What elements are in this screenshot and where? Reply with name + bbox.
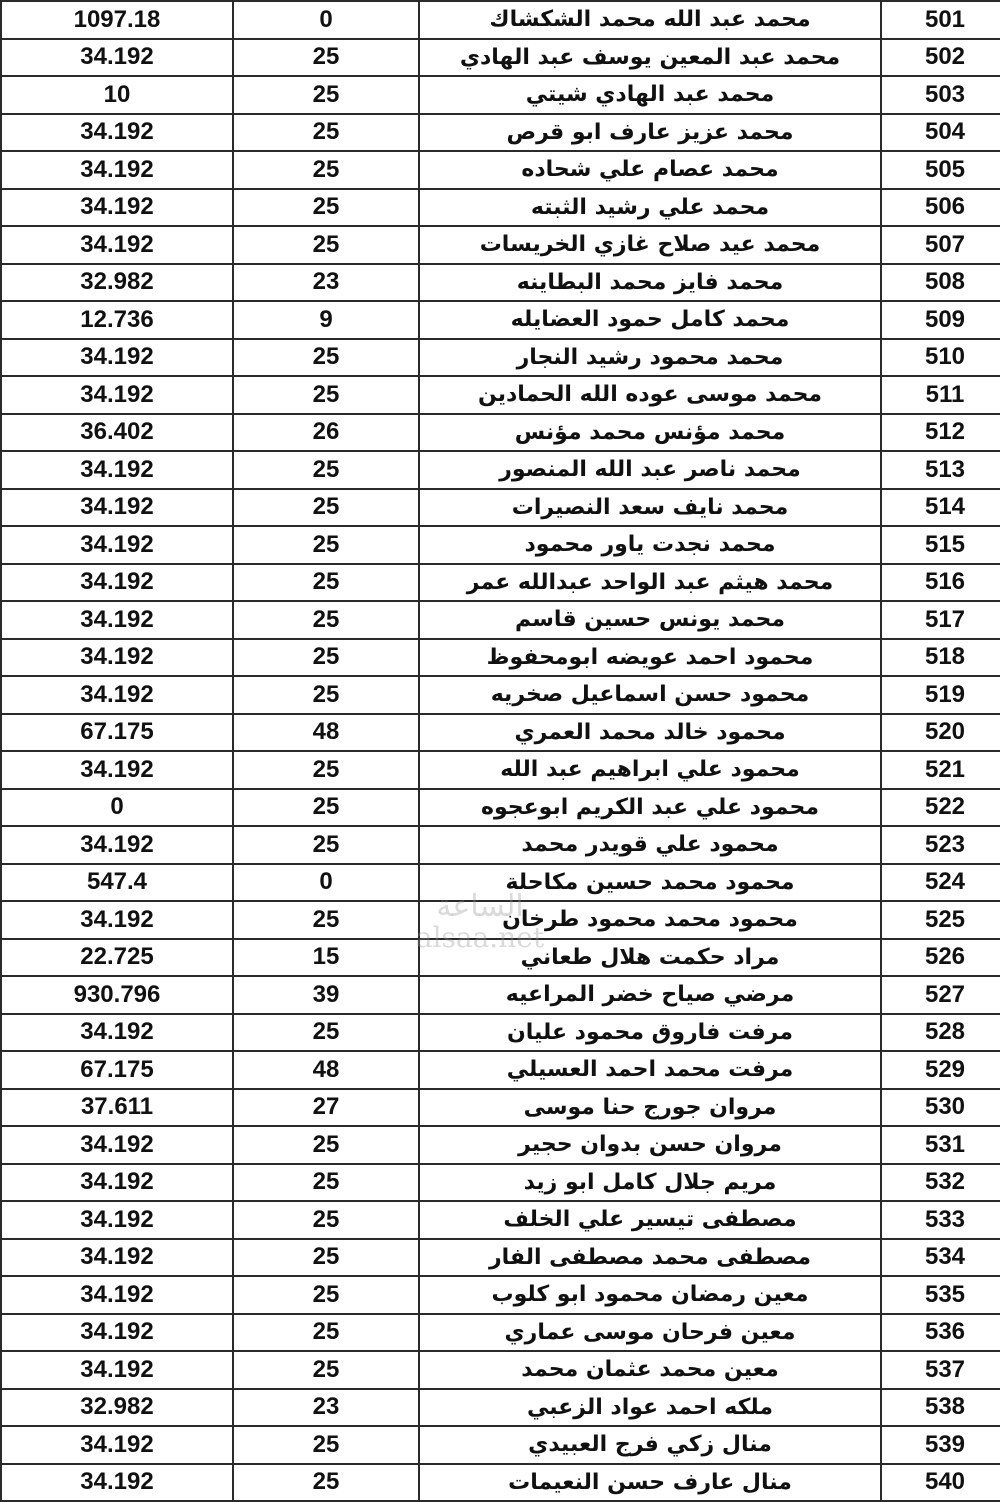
table-row — [1, 226, 1000, 264]
name-cell: منال عارف حسن النعيمات — [419, 1464, 881, 1502]
days-cell: 25 — [233, 189, 419, 227]
row-number-cell: 508 — [881, 264, 1000, 302]
amount-cell: 34.192 — [1, 1126, 233, 1164]
name-cell: مصطفى تيسير علي الخلف — [419, 1201, 881, 1239]
table-row — [1, 451, 1000, 489]
days-cell: 25 — [233, 639, 419, 677]
name-cell: محمود محمد حسين مكاحلة — [419, 864, 881, 902]
days-cell: 25 — [233, 114, 419, 152]
amount-cell: 34.192 — [1, 1014, 233, 1052]
row-number-cell: 509 — [881, 301, 1000, 339]
name-cell: منال زكي فرج العبيدي — [419, 1426, 881, 1464]
days-cell: 25 — [233, 751, 419, 789]
days-cell: 25 — [233, 789, 419, 827]
name-cell: محمد عزيز عارف ابو قرص — [419, 114, 881, 152]
name-cell: معين رمضان محمود ابو كلوب — [419, 1276, 881, 1314]
days-cell: 15 — [233, 939, 419, 977]
name-cell: محمد هيثم عبد الواحد عبدالله عمر — [419, 564, 881, 602]
amount-cell: 34.192 — [1, 676, 233, 714]
amount-cell: 67.175 — [1, 714, 233, 752]
table-row — [1, 1389, 1000, 1427]
table-row — [1, 1014, 1000, 1052]
row-number-cell: 504 — [881, 114, 1000, 152]
row-number-cell: 516 — [881, 564, 1000, 602]
name-cell: محمد يونس حسين قاسم — [419, 601, 881, 639]
amount-cell: 34.192 — [1, 1351, 233, 1389]
amount-cell: 34.192 — [1, 1201, 233, 1239]
row-number-cell: 534 — [881, 1239, 1000, 1277]
amount-cell: 34.192 — [1, 489, 233, 527]
table-row — [1, 1089, 1000, 1127]
amount-cell: 34.192 — [1, 151, 233, 189]
amount-cell: 34.192 — [1, 1464, 233, 1502]
row-number-cell: 523 — [881, 826, 1000, 864]
name-cell: معين محمد عثمان محمد — [419, 1351, 881, 1389]
row-number-cell: 522 — [881, 789, 1000, 827]
amount-cell: 34.192 — [1, 226, 233, 264]
amount-cell: 37.611 — [1, 1089, 233, 1127]
amount-cell: 34.192 — [1, 1276, 233, 1314]
row-number-cell: 539 — [881, 1426, 1000, 1464]
name-cell: مرفت محمد احمد العسيلي — [419, 1051, 881, 1089]
row-number-cell: 505 — [881, 151, 1000, 189]
amount-cell: 34.192 — [1, 339, 233, 377]
name-cell: محمود علي قويدر محمد — [419, 826, 881, 864]
table-row — [1, 1126, 1000, 1164]
name-cell: محمد مؤنس محمد مؤنس — [419, 414, 881, 452]
row-number-cell: 540 — [881, 1464, 1000, 1502]
row-number-cell: 524 — [881, 864, 1000, 902]
row-number-cell: 537 — [881, 1351, 1000, 1389]
name-cell: محمد عبد المعين يوسف عبد الهادي — [419, 39, 881, 77]
amount-cell: 34.192 — [1, 1426, 233, 1464]
table-row — [1, 1201, 1000, 1239]
name-cell: مريم جلال كامل ابو زيد — [419, 1164, 881, 1202]
table-row — [1, 976, 1000, 1014]
days-cell: 25 — [233, 1126, 419, 1164]
name-cell: محمد فايز محمد البطاينه — [419, 264, 881, 302]
days-cell: 48 — [233, 714, 419, 752]
amount-cell: 34.192 — [1, 564, 233, 602]
table-row — [1, 526, 1000, 564]
row-number-cell: 521 — [881, 751, 1000, 789]
table-row — [1, 339, 1000, 377]
table-row — [1, 789, 1000, 827]
days-cell: 48 — [233, 1051, 419, 1089]
table-row — [1, 489, 1000, 527]
name-cell: مرفت فاروق محمود عليان — [419, 1014, 881, 1052]
days-cell: 23 — [233, 1389, 419, 1427]
table-row — [1, 1051, 1000, 1089]
days-cell: 25 — [233, 39, 419, 77]
row-number-cell: 506 — [881, 189, 1000, 227]
days-cell: 25 — [233, 601, 419, 639]
days-cell: 25 — [233, 1239, 419, 1277]
table-row — [1, 264, 1000, 302]
amount-cell: 34.192 — [1, 451, 233, 489]
table-row — [1, 751, 1000, 789]
name-cell: معين فرحان موسى عماري — [419, 1314, 881, 1352]
amount-cell: 34.192 — [1, 526, 233, 564]
days-cell: 25 — [233, 1164, 419, 1202]
table-row — [1, 189, 1000, 227]
amount-cell: 32.982 — [1, 264, 233, 302]
name-cell: محمد نجدت ياور محمود — [419, 526, 881, 564]
table-row — [1, 1464, 1000, 1502]
row-number-cell: 511 — [881, 376, 1000, 414]
table-row — [1, 376, 1000, 414]
name-cell: مرضي صياح خضر المراعيه — [419, 976, 881, 1014]
row-number-cell: 510 — [881, 339, 1000, 377]
days-cell: 0 — [233, 1, 419, 39]
table-row — [1, 114, 1000, 152]
name-cell: محمد كامل حمود العضايله — [419, 301, 881, 339]
days-cell: 25 — [233, 489, 419, 527]
amount-cell: 930.796 — [1, 976, 233, 1014]
name-cell: محمد عبد الله محمد الشكشاك — [419, 1, 881, 39]
days-cell: 27 — [233, 1089, 419, 1127]
amount-cell: 547.4 — [1, 864, 233, 902]
amount-cell: 0 — [1, 789, 233, 827]
table-row — [1, 601, 1000, 639]
amount-cell: 34.192 — [1, 1239, 233, 1277]
days-cell: 25 — [233, 76, 419, 114]
name-cell: محمد عيد صلاح غازي الخريسات — [419, 226, 881, 264]
name-cell: محمد علي رشيد الثبته — [419, 189, 881, 227]
table-row — [1, 939, 1000, 977]
roster-table-body — [1, 1, 1000, 1501]
days-cell: 25 — [233, 339, 419, 377]
amount-cell: 12.736 — [1, 301, 233, 339]
row-number-cell: 514 — [881, 489, 1000, 527]
name-cell: مراد حكمت هلال طعاني — [419, 939, 881, 977]
name-cell: محمد نايف سعد النصيرات — [419, 489, 881, 527]
amount-cell: 34.192 — [1, 376, 233, 414]
table-row — [1, 864, 1000, 902]
row-number-cell: 531 — [881, 1126, 1000, 1164]
days-cell: 25 — [233, 151, 419, 189]
row-number-cell: 529 — [881, 1051, 1000, 1089]
name-cell: محمود خالد محمد العمري — [419, 714, 881, 752]
name-cell: محمد عصام علي شحاده — [419, 151, 881, 189]
amount-cell: 34.192 — [1, 751, 233, 789]
days-cell: 25 — [233, 1314, 419, 1352]
name-cell: محمد موسى عوده الله الحمادين — [419, 376, 881, 414]
days-cell: 25 — [233, 676, 419, 714]
days-cell: 25 — [233, 376, 419, 414]
row-number-cell: 538 — [881, 1389, 1000, 1427]
amount-cell: 34.192 — [1, 639, 233, 677]
amount-cell: 34.192 — [1, 1314, 233, 1352]
row-number-cell: 507 — [881, 226, 1000, 264]
row-number-cell: 528 — [881, 1014, 1000, 1052]
row-number-cell: 517 — [881, 601, 1000, 639]
row-number-cell: 530 — [881, 1089, 1000, 1127]
days-cell: 25 — [233, 1464, 419, 1502]
amount-cell: 34.192 — [1, 189, 233, 227]
table-row — [1, 714, 1000, 752]
days-cell: 25 — [233, 826, 419, 864]
table-row — [1, 1164, 1000, 1202]
table-row — [1, 676, 1000, 714]
name-cell: مروان حسن بدوان حجير — [419, 1126, 881, 1164]
row-number-cell: 501 — [881, 1, 1000, 39]
table-row — [1, 76, 1000, 114]
name-cell: مروان جورج حنا موسى — [419, 1089, 881, 1127]
table-row — [1, 1426, 1000, 1464]
row-number-cell: 532 — [881, 1164, 1000, 1202]
name-cell: محمود احمد عويضه ابومحفوظ — [419, 639, 881, 677]
watermark-arabic: الساعة — [436, 889, 524, 924]
row-number-cell: 513 — [881, 451, 1000, 489]
table-row — [1, 826, 1000, 864]
row-number-cell: 515 — [881, 526, 1000, 564]
row-number-cell: 520 — [881, 714, 1000, 752]
table-row — [1, 301, 1000, 339]
amount-cell: 34.192 — [1, 826, 233, 864]
watermark-latin: alsaa.net — [415, 921, 545, 954]
name-cell: محمد عبد الهادي شيتي — [419, 76, 881, 114]
days-cell: 25 — [233, 451, 419, 489]
table-row — [1, 414, 1000, 452]
table-row — [1, 1314, 1000, 1352]
amount-cell: 67.175 — [1, 1051, 233, 1089]
row-number-cell: 518 — [881, 639, 1000, 677]
name-cell: محمود محمد محمود طرخان — [419, 901, 881, 939]
amount-cell: 22.725 — [1, 939, 233, 977]
table-row — [1, 1, 1000, 39]
row-number-cell: 536 — [881, 1314, 1000, 1352]
days-cell: 25 — [233, 1426, 419, 1464]
row-number-cell: 526 — [881, 939, 1000, 977]
table-row — [1, 39, 1000, 77]
name-cell: محمد محمود رشيد النجار — [419, 339, 881, 377]
row-number-cell: 502 — [881, 39, 1000, 77]
days-cell: 26 — [233, 414, 419, 452]
row-number-cell: 512 — [881, 414, 1000, 452]
days-cell: 25 — [233, 1351, 419, 1389]
row-number-cell: 535 — [881, 1276, 1000, 1314]
row-number-cell: 503 — [881, 76, 1000, 114]
days-cell: 0 — [233, 864, 419, 902]
days-cell: 25 — [233, 1201, 419, 1239]
amount-cell: 34.192 — [1, 901, 233, 939]
name-cell: محمود علي عبد الكريم ابوعجوه — [419, 789, 881, 827]
amount-cell: 1097.18 — [1, 1, 233, 39]
name-cell: مصطفى محمد مصطفى الفار — [419, 1239, 881, 1277]
days-cell: 25 — [233, 226, 419, 264]
table-row — [1, 639, 1000, 677]
table-row — [1, 151, 1000, 189]
days-cell: 39 — [233, 976, 419, 1014]
name-cell: ملكه احمد عواد الزعبي — [419, 1389, 881, 1427]
table-row — [1, 1276, 1000, 1314]
row-number-cell: 519 — [881, 676, 1000, 714]
days-cell: 25 — [233, 1276, 419, 1314]
amount-cell: 32.982 — [1, 1389, 233, 1427]
amount-cell: 36.402 — [1, 414, 233, 452]
days-cell: 25 — [233, 526, 419, 564]
row-number-cell: 525 — [881, 901, 1000, 939]
table-row — [1, 564, 1000, 602]
days-cell: 9 — [233, 301, 419, 339]
name-cell: محمود علي ابراهيم عبد الله — [419, 751, 881, 789]
amount-cell: 10 — [1, 76, 233, 114]
days-cell: 23 — [233, 264, 419, 302]
days-cell: 25 — [233, 1014, 419, 1052]
row-number-cell: 533 — [881, 1201, 1000, 1239]
amount-cell: 34.192 — [1, 1164, 233, 1202]
table-row — [1, 1239, 1000, 1277]
table-row — [1, 901, 1000, 939]
days-cell: 25 — [233, 901, 419, 939]
row-number-cell: 527 — [881, 976, 1000, 1014]
name-cell: محمود حسن اسماعيل صخريه — [419, 676, 881, 714]
amount-cell: 34.192 — [1, 39, 233, 77]
table-row — [1, 1351, 1000, 1389]
amount-cell: 34.192 — [1, 114, 233, 152]
days-cell: 25 — [233, 564, 419, 602]
name-cell: محمد ناصر عبد الله المنصور — [419, 451, 881, 489]
amount-cell: 34.192 — [1, 601, 233, 639]
